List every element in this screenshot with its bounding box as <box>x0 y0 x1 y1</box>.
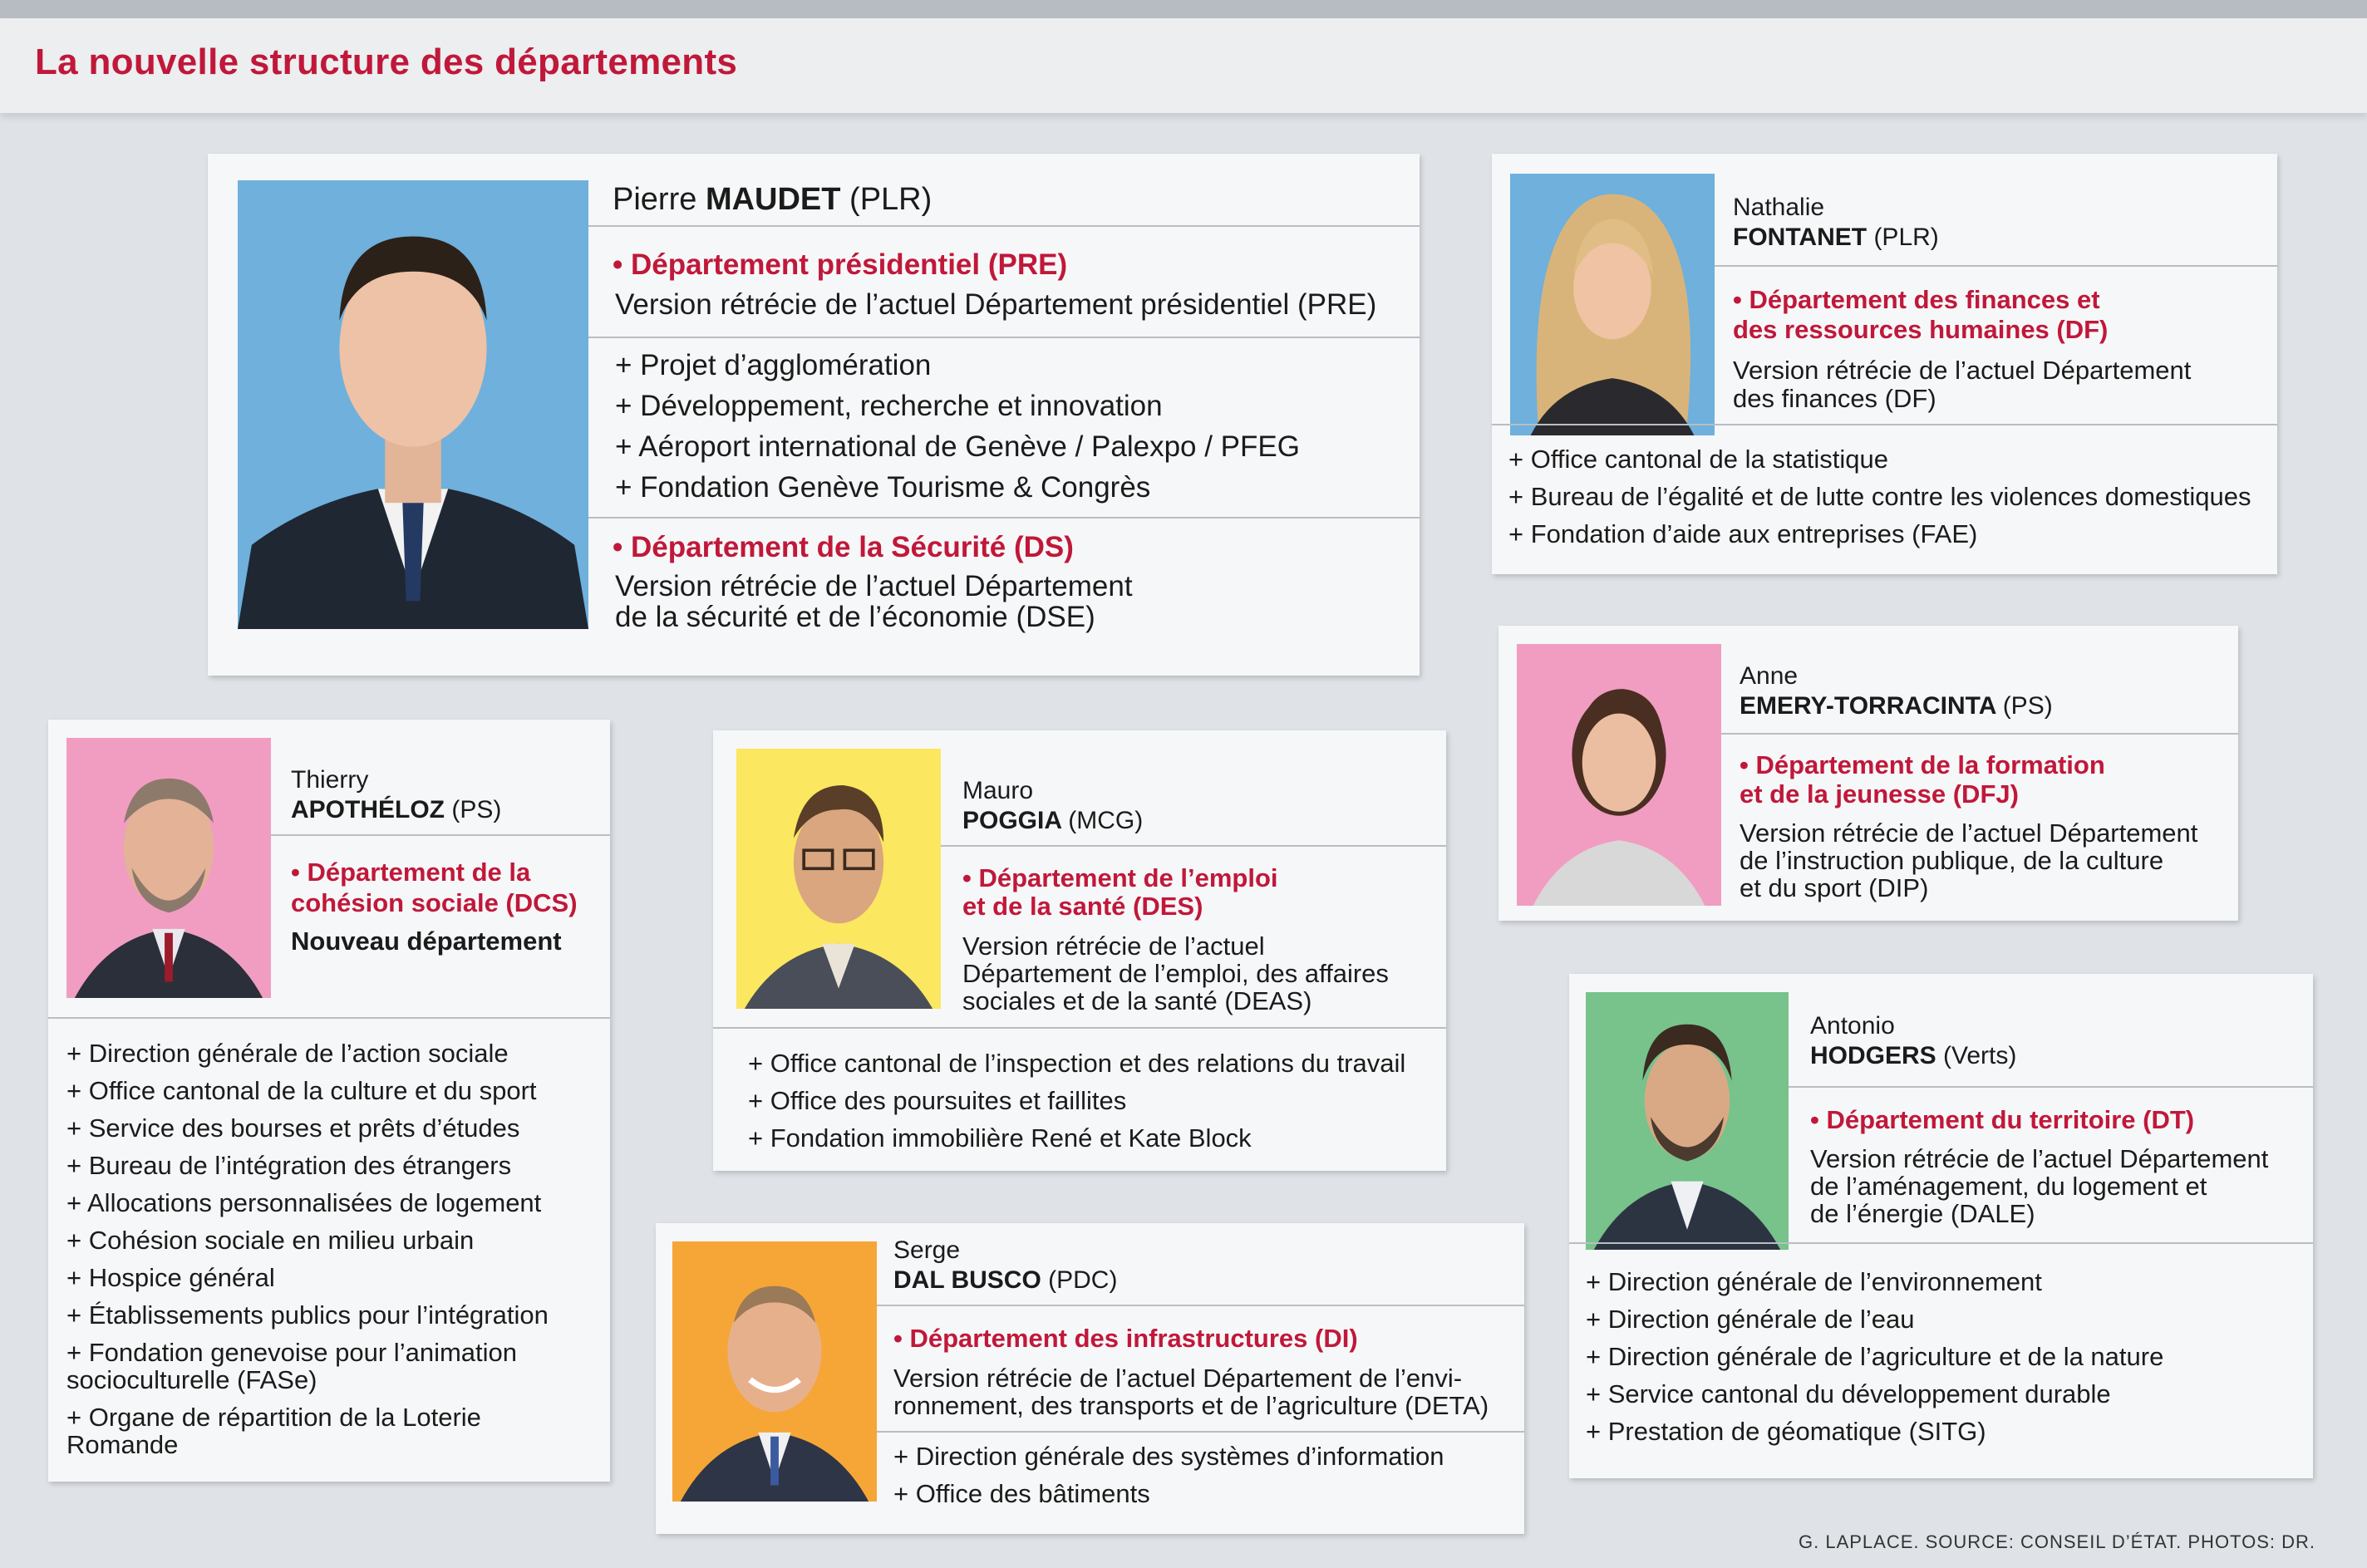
apotheloz-first-name: Thierry <box>291 766 369 794</box>
divider <box>877 1431 1524 1433</box>
list-item: + Fondation immobilière René et Kate Block <box>748 1123 1252 1153</box>
list-item: + Direction générale de l’environnement <box>1586 1267 2042 1296</box>
photo-poggia <box>736 749 941 1009</box>
fontanet-dept: • Département des finances et <box>1733 285 2100 314</box>
divider <box>588 337 1420 338</box>
list-item: + Aéroport international de Genève / Palexpo / PFEG <box>615 430 1300 463</box>
divider <box>1569 1242 2313 1244</box>
divider <box>1789 1086 2313 1088</box>
maudet-dept-pre-desc: Version rétrécie de l’actuel Département présidentiel (PRE) <box>615 288 1377 321</box>
divider <box>941 845 1446 847</box>
maudet-dept-pre: • Département présidentiel (PRE) <box>613 248 1068 281</box>
card-apotheloz <box>48 720 610 1482</box>
hodgers-last-name: HODGERS (Verts) <box>1810 1042 2017 1069</box>
poggia-dept: • Département de l’emploi <box>962 863 1278 892</box>
page-title: La nouvelle structure des départements <box>35 42 738 82</box>
emery-desc: Version rétrécie de l’actuel Département <box>1740 818 2198 848</box>
list-item: + Direction générale des systèmes d’information <box>893 1442 1444 1471</box>
divider <box>877 1305 1524 1306</box>
divider <box>588 225 1420 227</box>
hodgers-dept: • Département du territoire (DT) <box>1810 1105 2195 1134</box>
list-item: + Fondation d’aide aux entreprises (FAE) <box>1508 519 1978 548</box>
card-maudet <box>208 154 1420 676</box>
list-item: + Office cantonal de l’inspection et des relations du travail <box>748 1049 1406 1078</box>
list-item: + Office des bâtiments <box>893 1479 1150 1508</box>
list-item: + Office cantonal de la statistique <box>1508 445 1888 474</box>
list-item: + Prestation de géomatique (SITG) <box>1586 1417 1986 1446</box>
divider <box>713 1027 1446 1029</box>
hodgers-first-name: Antonio <box>1810 1012 1895 1040</box>
divider <box>1715 265 2277 267</box>
apotheloz-last-name: APOTHÉLOZ (PS) <box>291 796 502 823</box>
poggia-first-name: Mauro <box>962 777 1034 804</box>
list-item: + Direction générale de l’agriculture et de la nature <box>1586 1342 2164 1371</box>
emery-desc: et du sport (DIP) <box>1740 873 1929 902</box>
hodgers-desc: de l’énergie (DALE) <box>1810 1199 2035 1228</box>
card-emery <box>1498 626 2238 921</box>
credit-line: G. LAPLACE. SOURCE: CONSEIL D’ÉTAT. PHOTOS: DR. <box>1799 1531 2315 1552</box>
poggia-desc: Version rétrécie de l’actuel <box>962 931 1265 961</box>
fontanet-desc: Version rétrécie de l’actuel Département <box>1733 356 2192 385</box>
list-item: + Direction générale de l’action sociale <box>66 1039 509 1068</box>
photo-emery <box>1517 644 1721 906</box>
dalbusco-first-name: Serge <box>893 1236 961 1264</box>
dalbusco-desc: ronnement, des transports et de l’agriculture (DETA) <box>893 1391 1489 1420</box>
dalbusco-last-name: DAL BUSCO (PDC) <box>893 1266 1118 1294</box>
photo-maudet <box>238 180 588 629</box>
emery-desc: de l’instruction publique, de la culture <box>1740 846 2164 875</box>
poggia-desc: Département de l’emploi, des affaires <box>962 959 1389 988</box>
divider <box>1492 424 2277 425</box>
hodgers-desc: Version rétrécie de l’actuel Département <box>1810 1144 2269 1173</box>
emery-dept: et de la jeunesse (DFJ) <box>1740 779 2019 809</box>
header <box>0 18 2367 113</box>
card-fontanet <box>1492 154 2277 574</box>
list-item-continued: Romande <box>66 1430 179 1459</box>
maudet-dept-ds-desc: Version rétrécie de l’actuel Département <box>615 570 1133 602</box>
emery-first-name: Anne <box>1740 662 1799 690</box>
poggia-last-name: POGGIA (MCG) <box>962 807 1144 834</box>
photo-hodgers <box>1586 992 1789 1250</box>
list-item: + Allocations personnalisées de logement <box>66 1188 542 1217</box>
list-item: + Service cantonal du développement durable <box>1586 1379 2111 1408</box>
photo-fontanet <box>1510 174 1715 435</box>
list-item: + Développement, recherche et innovation <box>615 390 1163 422</box>
emery-last-name: EMERY-TORRACINTA (PS) <box>1740 692 2053 720</box>
list-item-continued: socioculturelle (FASe) <box>66 1365 317 1394</box>
divider <box>1721 733 2238 735</box>
card-poggia <box>713 730 1446 1171</box>
list-item: + Hospice général <box>66 1263 275 1292</box>
top-bar <box>0 0 2367 18</box>
list-item: + Bureau de l’intégration des étrangers <box>66 1151 512 1180</box>
divider <box>271 834 610 836</box>
list-item: + Office cantonal de la culture et du sport <box>66 1076 537 1105</box>
divider <box>48 1017 610 1019</box>
hodgers-desc: de l’aménagement, du logement et <box>1810 1172 2207 1201</box>
photo-dalbusco <box>672 1241 877 1502</box>
list-item: + Office des poursuites et faillites <box>748 1086 1127 1115</box>
list-item: + Organe de répartition de la Loterie <box>66 1403 481 1432</box>
list-item: + Établissements publics pour l’intégration <box>66 1300 549 1330</box>
maudet-dept-ds: • Département de la Sécurité (DS) <box>613 531 1074 563</box>
list-item: + Service des bourses et prêts d’études <box>66 1113 520 1143</box>
list-item: + Bureau de l’égalité et de lutte contre les violences domestiques <box>1508 482 2251 511</box>
fontanet-last-name: FONTANET (PLR) <box>1733 224 1939 251</box>
list-item: + Fondation genevoise pour l’animation <box>66 1338 518 1367</box>
fontanet-desc: des finances (DF) <box>1733 384 1936 413</box>
list-item: + Cohésion sociale en milieu urbain <box>66 1226 475 1255</box>
dalbusco-dept: • Département des infrastructures (DI) <box>893 1324 1358 1353</box>
apotheloz-dept: cohésion sociale (DCS) <box>291 888 578 917</box>
card-hodgers <box>1569 974 2313 1478</box>
list-item: + Fondation Genève Tourisme & Congrès <box>615 471 1151 504</box>
divider <box>588 517 1420 519</box>
list-item: + Projet d’agglomération <box>615 349 932 381</box>
emery-dept: • Département de la formation <box>1740 750 2105 779</box>
poggia-desc: sociales et de la santé (DEAS) <box>962 986 1312 1015</box>
card-dalbusco <box>656 1223 1524 1534</box>
list-item: + Direction générale de l’eau <box>1586 1305 1915 1334</box>
dalbusco-desc: Version rétrécie de l’actuel Département de l’envi- <box>893 1364 1463 1393</box>
photo-apotheloz <box>66 738 271 998</box>
maudet-dept-ds-desc: de la sécurité et de l’économie (DSE) <box>615 601 1095 633</box>
apotheloz-desc: Nouveau département <box>291 927 562 956</box>
fontanet-dept: des ressources humaines (DF) <box>1733 315 2109 344</box>
maudet-name: Pierre MAUDET (PLR) <box>613 182 933 217</box>
apotheloz-dept: • Département de la <box>291 858 531 887</box>
fontanet-first-name: Nathalie <box>1733 194 1825 221</box>
poggia-dept: et de la santé (DES) <box>962 892 1203 921</box>
